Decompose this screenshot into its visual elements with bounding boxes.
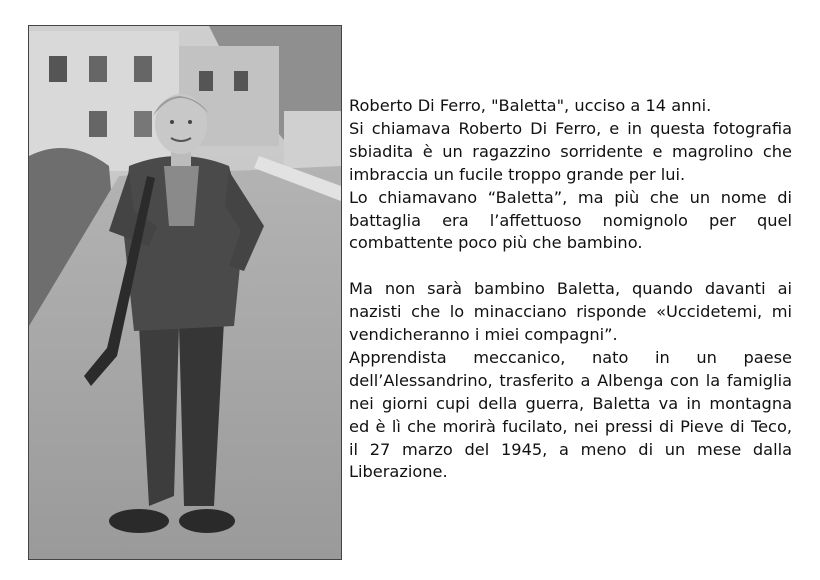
photo-window [199, 71, 213, 91]
photo-window [49, 56, 67, 82]
paragraph-nickname: Lo chiamavano “Baletta”, ma più che un nome di battaglia era l’affettuoso nomignolo per quel combattente poco più che bambino. [349, 187, 792, 253]
paragraph-biography: Apprendista meccanico, nato in un paese dell’Alessandrino, trasferito a Albenga con la famiglia nei giorni cupi della guerra, Baletta va in montagna ed è lì che morirà fucilato, nei pressi di Pieve di Teco, il 27 marzo del 1945, a meno di un mese dalla Liberazione. [349, 347, 792, 482]
photo-window [89, 56, 107, 82]
photo-window [234, 71, 248, 91]
photo-window [89, 111, 107, 137]
photo-window [134, 111, 152, 137]
paragraph-defiance: Ma non sarà bambino Baletta, quando davanti ai nazisti che lo minacciano risponde «Uccidetemi, mi vendicheranno i miei compagni”. [349, 279, 792, 345]
caption: Roberto Di Ferro, "Baletta", ucciso a 14 anni. [349, 96, 712, 115]
partisan-photo [28, 25, 342, 560]
article-text [349, 95, 792, 484]
photo-window [134, 56, 152, 82]
paragraph-intro: Si chiamava Roberto Di Ferro, e in questa fotografia sbiadita è un ragazzino sorridente e magrolino che imbraccia un fucile troppo grande per lui. [349, 118, 792, 184]
photo-house-far [284, 111, 341, 171]
partisan-photo-drawing [29, 26, 341, 559]
